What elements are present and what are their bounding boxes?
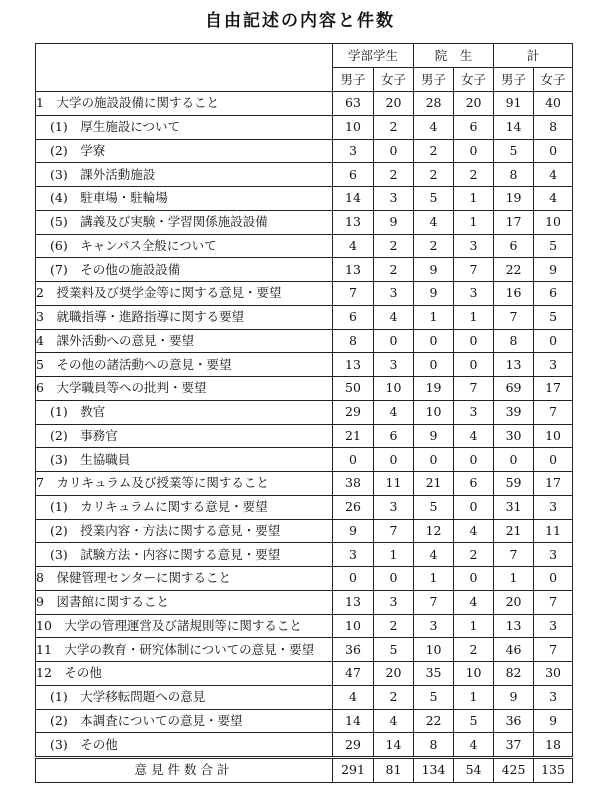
value-cell: 2 xyxy=(414,163,454,187)
value-cell: 29 xyxy=(333,733,374,758)
value-cell: 10 xyxy=(374,377,414,401)
value-cell: 9 xyxy=(534,258,573,282)
table-row xyxy=(36,282,573,306)
value-cell: 0 xyxy=(534,139,573,163)
value-cell: 8 xyxy=(534,115,573,139)
header-female: 女子 xyxy=(454,68,494,92)
value-cell: 26 xyxy=(333,495,374,519)
value-cell: 13 xyxy=(494,614,534,638)
value-cell: 3 xyxy=(374,353,414,377)
value-cell: 1 xyxy=(374,543,414,567)
value-cell: 4 xyxy=(333,234,374,258)
value-cell: 0 xyxy=(454,329,494,353)
value-cell: 2 xyxy=(374,234,414,258)
value-cell: 0 xyxy=(414,448,454,472)
value-cell: 0 xyxy=(534,329,573,353)
value-cell: 6 xyxy=(534,282,573,306)
value-cell: 2 xyxy=(414,234,454,258)
row-label: 3 就職指導・進路指導に関する要望 xyxy=(36,305,333,329)
value-cell: 7 xyxy=(494,305,534,329)
value-cell: 2 xyxy=(374,614,414,638)
header-group-grad: 院 生 xyxy=(414,44,494,68)
value-cell: 11 xyxy=(374,472,414,496)
value-cell: 69 xyxy=(494,377,534,401)
value-cell: 9 xyxy=(494,685,534,709)
total-row xyxy=(36,758,573,783)
value-cell: 14 xyxy=(494,115,534,139)
header-group-total: 計 xyxy=(494,44,573,68)
value-cell: 10 xyxy=(414,400,454,424)
value-cell: 19 xyxy=(414,377,454,401)
row-label: (3) その他 xyxy=(36,733,333,758)
value-cell: 40 xyxy=(534,92,573,116)
value-cell: 0 xyxy=(414,329,454,353)
value-cell: 7 xyxy=(534,590,573,614)
value-cell: 8 xyxy=(494,329,534,353)
value-cell: 5 xyxy=(454,709,494,733)
value-cell: 14 xyxy=(374,733,414,758)
value-cell: 5 xyxy=(534,234,573,258)
value-cell: 3 xyxy=(534,614,573,638)
header-female: 女子 xyxy=(534,68,573,92)
total-cell: 135 xyxy=(534,758,573,783)
table-row xyxy=(36,329,573,353)
value-cell: 10 xyxy=(454,662,494,686)
value-cell: 9 xyxy=(414,258,454,282)
value-cell: 5 xyxy=(494,139,534,163)
row-label: (3) 試験方法・内容に関する意見・要望 xyxy=(36,543,333,567)
table-row xyxy=(36,638,573,662)
value-cell: 4 xyxy=(454,519,494,543)
row-label: (4) 駐車場・駐輪場 xyxy=(36,187,333,211)
row-label: 8 保健管理センターに関すること xyxy=(36,567,333,591)
table-row xyxy=(36,685,573,709)
row-label: 5 その他の諸活動への意見・要望 xyxy=(36,353,333,377)
value-cell: 28 xyxy=(414,92,454,116)
table-row xyxy=(36,115,573,139)
page-title: 自由記述の内容と件数 xyxy=(205,11,395,31)
value-cell: 31 xyxy=(494,495,534,519)
value-cell: 4 xyxy=(374,305,414,329)
value-cell: 13 xyxy=(333,353,374,377)
row-label: 7 カリキュラム及び授業等に関すること xyxy=(36,472,333,496)
value-cell: 29 xyxy=(333,400,374,424)
value-cell: 8 xyxy=(414,733,454,758)
table-row xyxy=(36,258,573,282)
value-cell: 20 xyxy=(494,590,534,614)
value-cell: 0 xyxy=(534,448,573,472)
table-row xyxy=(36,305,573,329)
table-row xyxy=(36,234,573,258)
value-cell: 0 xyxy=(454,448,494,472)
row-label: (2) 本調査についての意見・要望 xyxy=(36,709,333,733)
value-cell: 3 xyxy=(534,685,573,709)
value-cell: 9 xyxy=(374,210,414,234)
survey-table xyxy=(35,43,573,783)
value-cell: 0 xyxy=(374,139,414,163)
value-cell: 18 xyxy=(534,733,573,758)
table-row xyxy=(36,472,573,496)
row-label: (5) 講義及び実験・学習関係施設設備 xyxy=(36,210,333,234)
row-label: 12 その他 xyxy=(36,662,333,686)
value-cell: 6 xyxy=(454,115,494,139)
table-row xyxy=(36,353,573,377)
value-cell: 3 xyxy=(534,495,573,519)
table-row xyxy=(36,590,573,614)
value-cell: 0 xyxy=(494,448,534,472)
value-cell: 0 xyxy=(374,329,414,353)
value-cell: 1 xyxy=(454,614,494,638)
value-cell: 0 xyxy=(454,495,494,519)
value-cell: 91 xyxy=(494,92,534,116)
value-cell: 4 xyxy=(374,400,414,424)
value-cell: 8 xyxy=(494,163,534,187)
value-cell: 63 xyxy=(333,92,374,116)
value-cell: 0 xyxy=(454,353,494,377)
value-cell: 36 xyxy=(333,638,374,662)
value-cell: 16 xyxy=(494,282,534,306)
value-cell: 30 xyxy=(534,662,573,686)
value-cell: 17 xyxy=(534,377,573,401)
total-cell: 425 xyxy=(494,758,534,783)
header-corner xyxy=(36,44,333,92)
value-cell: 3 xyxy=(454,282,494,306)
value-cell: 3 xyxy=(374,282,414,306)
value-cell: 3 xyxy=(454,234,494,258)
row-label: 10 大学の管理運営及び諸規則等に関すること xyxy=(36,614,333,638)
value-cell: 3 xyxy=(374,187,414,211)
value-cell: 7 xyxy=(534,400,573,424)
value-cell: 17 xyxy=(534,472,573,496)
value-cell: 13 xyxy=(333,590,374,614)
table-row xyxy=(36,709,573,733)
value-cell: 3 xyxy=(374,590,414,614)
value-cell: 30 xyxy=(494,424,534,448)
value-cell: 6 xyxy=(494,234,534,258)
table-row xyxy=(36,567,573,591)
value-cell: 38 xyxy=(333,472,374,496)
table-row xyxy=(36,163,573,187)
value-cell: 13 xyxy=(333,210,374,234)
value-cell: 4 xyxy=(333,685,374,709)
row-label: 6 大学職員等への批判・要望 xyxy=(36,377,333,401)
value-cell: 12 xyxy=(414,519,454,543)
value-cell: 3 xyxy=(333,139,374,163)
header-row-groups xyxy=(36,44,573,68)
value-cell: 7 xyxy=(414,590,454,614)
table-row xyxy=(36,210,573,234)
value-cell: 6 xyxy=(333,305,374,329)
value-cell: 0 xyxy=(374,567,414,591)
row-label: (7) その他の施設設備 xyxy=(36,258,333,282)
value-cell: 5 xyxy=(534,305,573,329)
row-label: 11 大学の教育・研究体制についての意見・要望 xyxy=(36,638,333,662)
value-cell: 4 xyxy=(534,187,573,211)
value-cell: 1 xyxy=(414,567,454,591)
value-cell: 4 xyxy=(374,709,414,733)
row-label: (3) 課外活動施設 xyxy=(36,163,333,187)
value-cell: 5 xyxy=(414,187,454,211)
value-cell: 14 xyxy=(333,187,374,211)
value-cell: 4 xyxy=(454,424,494,448)
value-cell: 50 xyxy=(333,377,374,401)
value-cell: 1 xyxy=(454,305,494,329)
value-cell: 7 xyxy=(374,519,414,543)
value-cell: 3 xyxy=(534,353,573,377)
value-cell: 20 xyxy=(374,92,414,116)
row-label: (2) 事務官 xyxy=(36,424,333,448)
value-cell: 10 xyxy=(333,614,374,638)
value-cell: 1 xyxy=(454,210,494,234)
value-cell: 4 xyxy=(414,115,454,139)
table-row xyxy=(36,614,573,638)
header-female: 女子 xyxy=(374,68,414,92)
value-cell: 21 xyxy=(333,424,374,448)
value-cell: 1 xyxy=(414,305,454,329)
value-cell: 14 xyxy=(333,709,374,733)
table-row xyxy=(36,543,573,567)
value-cell: 4 xyxy=(454,590,494,614)
value-cell: 13 xyxy=(494,353,534,377)
value-cell: 3 xyxy=(534,543,573,567)
value-cell: 2 xyxy=(374,163,414,187)
value-cell: 2 xyxy=(454,163,494,187)
value-cell: 2 xyxy=(414,139,454,163)
value-cell: 1 xyxy=(454,685,494,709)
value-cell: 22 xyxy=(494,258,534,282)
value-cell: 37 xyxy=(494,733,534,758)
value-cell: 6 xyxy=(454,472,494,496)
value-cell: 36 xyxy=(494,709,534,733)
value-cell: 20 xyxy=(374,662,414,686)
total-cell: 81 xyxy=(374,758,414,783)
row-label: (1) 厚生施設について xyxy=(36,115,333,139)
value-cell: 10 xyxy=(333,115,374,139)
value-cell: 2 xyxy=(454,638,494,662)
value-cell: 7 xyxy=(534,638,573,662)
table-row xyxy=(36,733,573,758)
table-row xyxy=(36,662,573,686)
row-label: (2) 学寮 xyxy=(36,139,333,163)
value-cell: 5 xyxy=(414,685,454,709)
total-cell: 134 xyxy=(414,758,454,783)
table-row xyxy=(36,495,573,519)
total-cell: 54 xyxy=(454,758,494,783)
value-cell: 3 xyxy=(333,543,374,567)
value-cell: 9 xyxy=(534,709,573,733)
value-cell: 9 xyxy=(414,424,454,448)
value-cell: 7 xyxy=(333,282,374,306)
value-cell: 4 xyxy=(414,543,454,567)
table-row xyxy=(36,139,573,163)
value-cell: 46 xyxy=(494,638,534,662)
value-cell: 5 xyxy=(414,495,454,519)
value-cell: 0 xyxy=(454,139,494,163)
row-label: 9 図書館に関すること xyxy=(36,590,333,614)
value-cell: 13 xyxy=(333,258,374,282)
row-label: (1) 教官 xyxy=(36,400,333,424)
value-cell: 7 xyxy=(454,377,494,401)
value-cell: 11 xyxy=(534,519,573,543)
value-cell: 82 xyxy=(494,662,534,686)
table-row xyxy=(36,400,573,424)
row-label: (2) 授業内容・方法に関する意見・要望 xyxy=(36,519,333,543)
header-male: 男子 xyxy=(494,68,534,92)
value-cell: 4 xyxy=(534,163,573,187)
table-row xyxy=(36,448,573,472)
value-cell: 1 xyxy=(494,567,534,591)
value-cell: 10 xyxy=(534,210,573,234)
row-label: 1 大学の施設設備に関すること xyxy=(36,92,333,116)
table-row xyxy=(36,377,573,401)
value-cell: 21 xyxy=(414,472,454,496)
value-cell: 19 xyxy=(494,187,534,211)
value-cell: 7 xyxy=(454,258,494,282)
value-cell: 20 xyxy=(454,92,494,116)
value-cell: 1 xyxy=(454,187,494,211)
header-male: 男子 xyxy=(333,68,374,92)
value-cell: 10 xyxy=(534,424,573,448)
value-cell: 3 xyxy=(374,495,414,519)
value-cell: 10 xyxy=(414,638,454,662)
row-label: 2 授業料及び奨学金等に関する意見・要望 xyxy=(36,282,333,306)
value-cell: 2 xyxy=(374,685,414,709)
row-label: (6) キャンパス全般について xyxy=(36,234,333,258)
value-cell: 6 xyxy=(374,424,414,448)
row-label: 4 課外活動への意見・要望 xyxy=(36,329,333,353)
value-cell: 59 xyxy=(494,472,534,496)
value-cell: 47 xyxy=(333,662,374,686)
value-cell: 9 xyxy=(333,519,374,543)
table-row xyxy=(36,424,573,448)
value-cell: 0 xyxy=(333,448,374,472)
value-cell: 22 xyxy=(414,709,454,733)
value-cell: 3 xyxy=(414,614,454,638)
table-row xyxy=(36,187,573,211)
header-group-undergrad: 学部学生 xyxy=(333,44,414,68)
value-cell: 0 xyxy=(333,567,374,591)
value-cell: 0 xyxy=(534,567,573,591)
value-cell: 3 xyxy=(454,400,494,424)
row-label: (1) 大学移転問題への意見 xyxy=(36,685,333,709)
value-cell: 4 xyxy=(414,210,454,234)
value-cell: 2 xyxy=(374,258,414,282)
total-label: 意見件数合計 xyxy=(36,758,333,783)
value-cell: 2 xyxy=(454,543,494,567)
value-cell: 6 xyxy=(333,163,374,187)
value-cell: 35 xyxy=(414,662,454,686)
value-cell: 9 xyxy=(414,282,454,306)
table-row xyxy=(36,92,573,116)
value-cell: 0 xyxy=(414,353,454,377)
value-cell: 0 xyxy=(374,448,414,472)
value-cell: 2 xyxy=(374,115,414,139)
value-cell: 39 xyxy=(494,400,534,424)
header-male: 男子 xyxy=(414,68,454,92)
value-cell: 8 xyxy=(333,329,374,353)
value-cell: 7 xyxy=(494,543,534,567)
value-cell: 17 xyxy=(494,210,534,234)
value-cell: 5 xyxy=(374,638,414,662)
row-label: (3) 生協職員 xyxy=(36,448,333,472)
value-cell: 21 xyxy=(494,519,534,543)
value-cell: 0 xyxy=(454,567,494,591)
total-cell: 291 xyxy=(333,758,374,783)
value-cell: 4 xyxy=(454,733,494,758)
row-label: (1) カリキュラムに関する意見・要望 xyxy=(36,495,333,519)
table-row xyxy=(36,519,573,543)
